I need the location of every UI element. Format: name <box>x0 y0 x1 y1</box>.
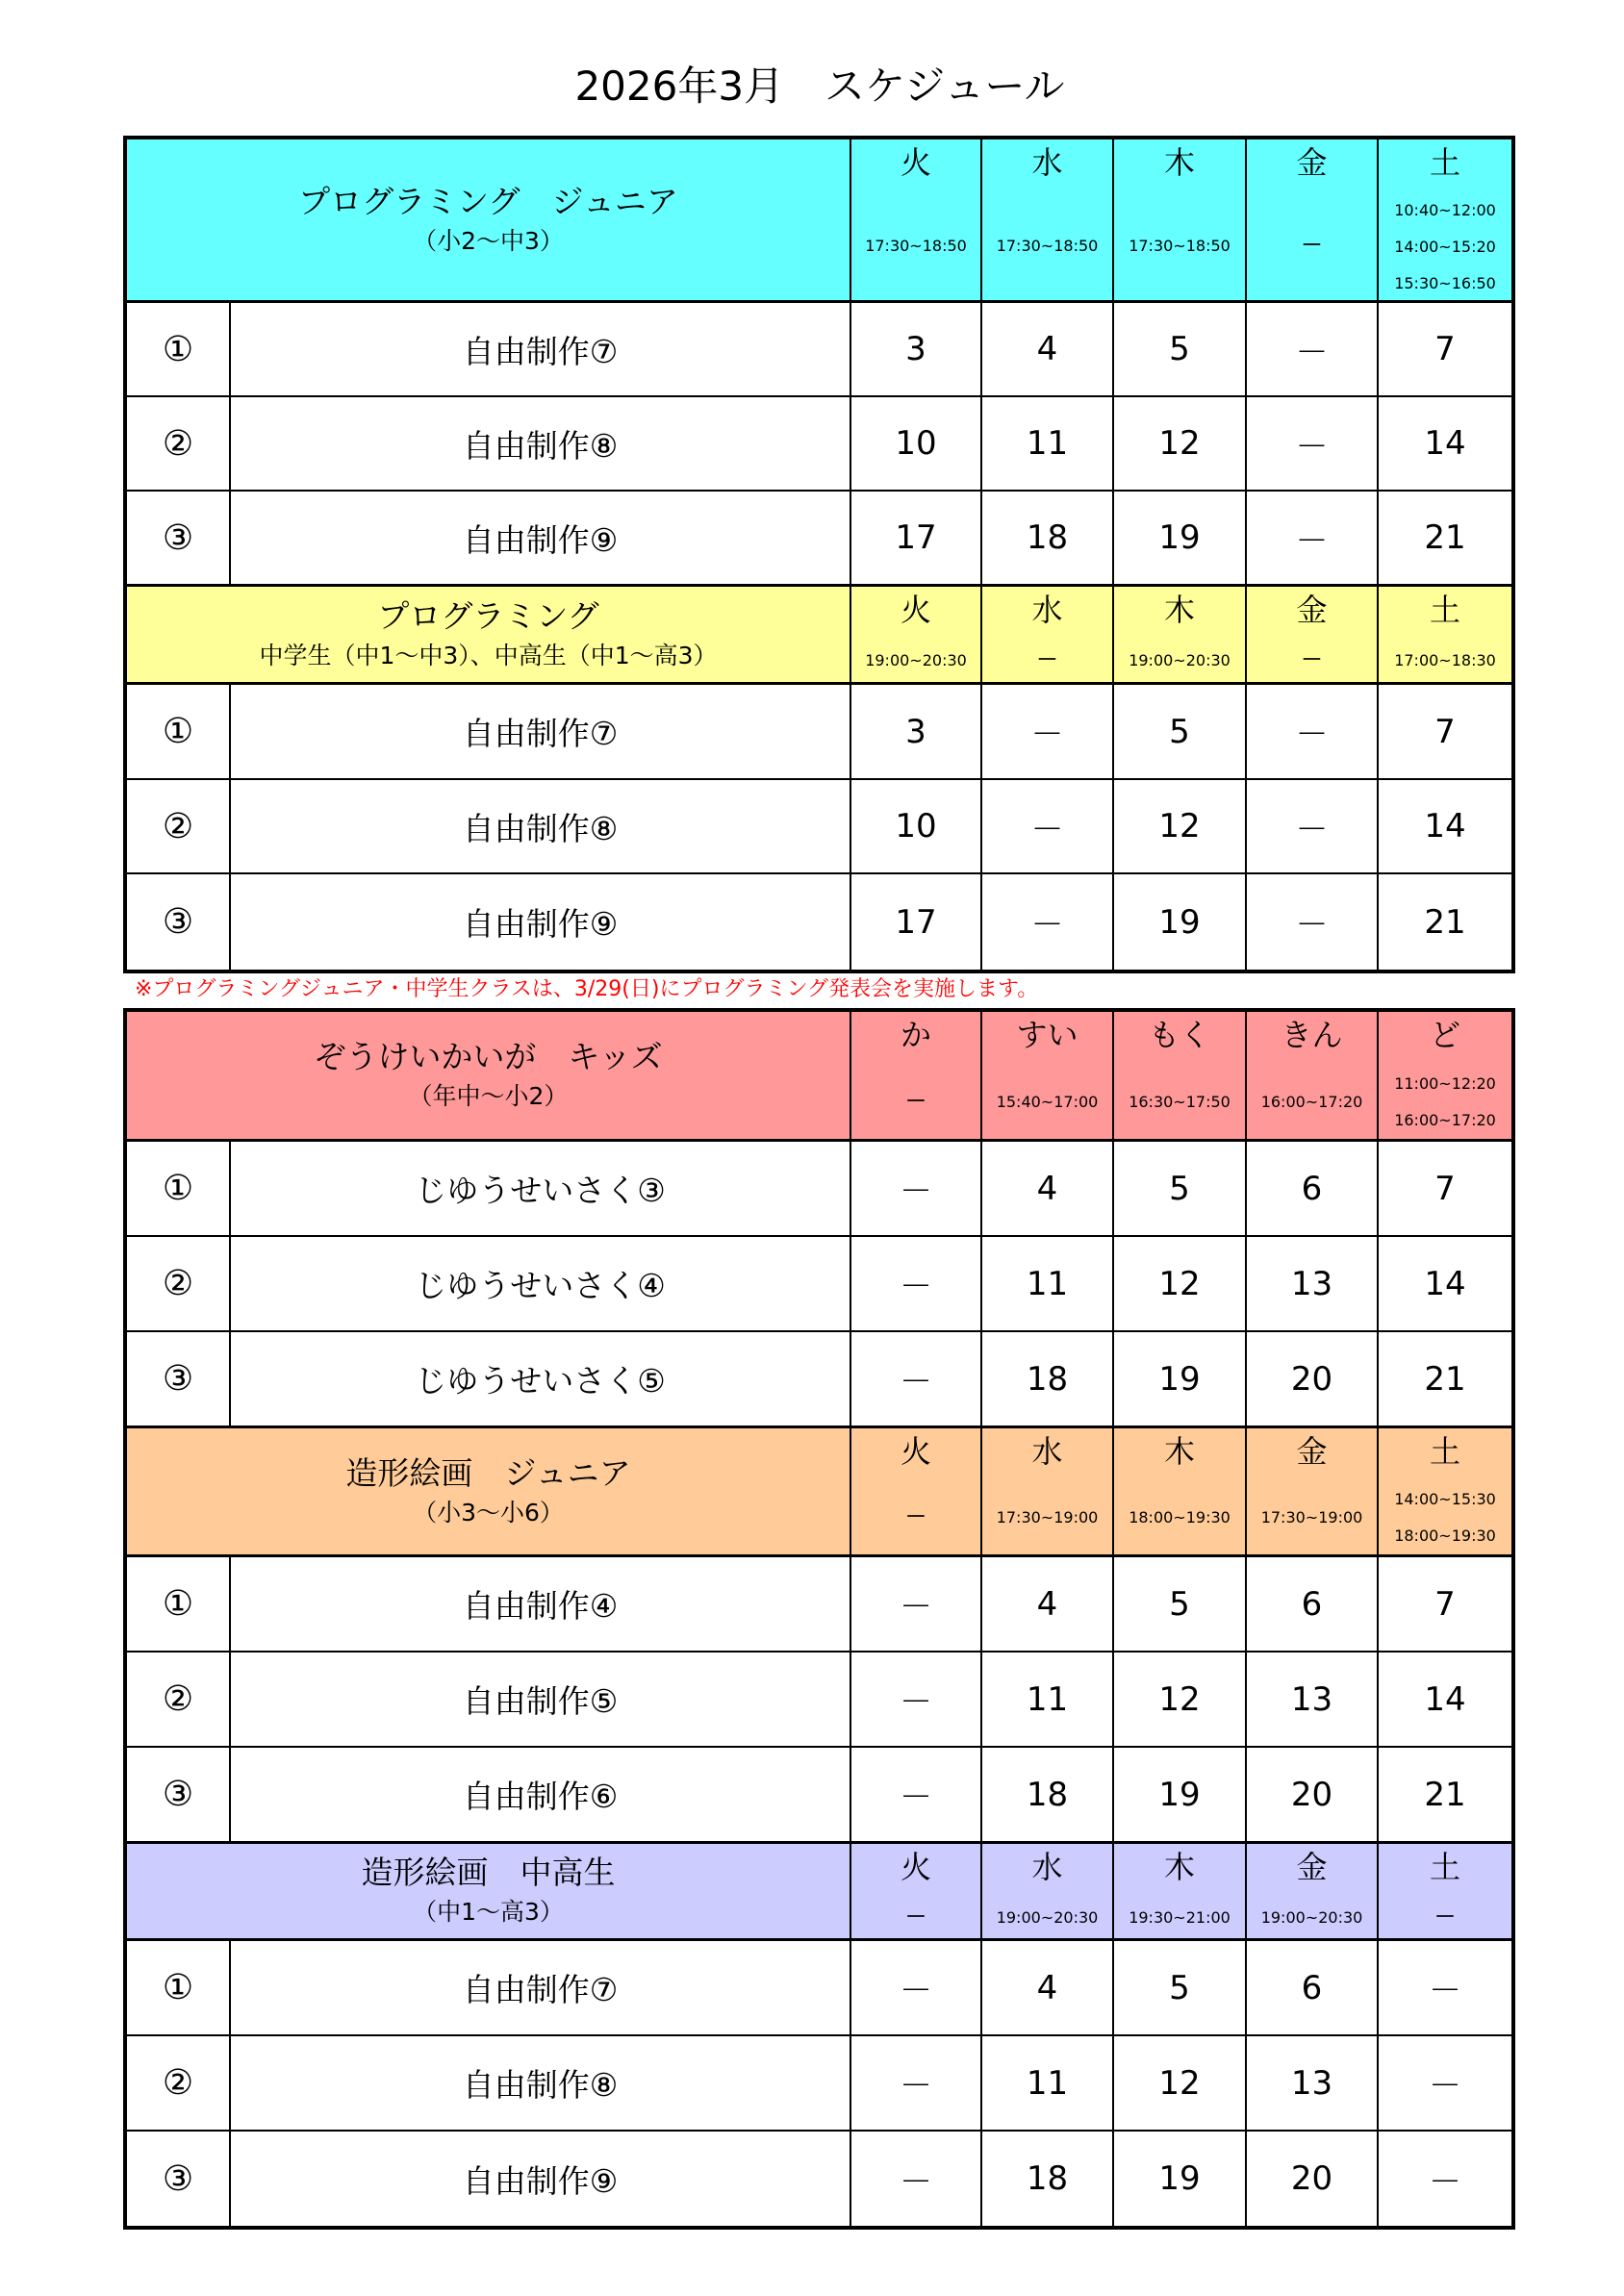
date-cell: 18 <box>982 492 1114 586</box>
date-cell: － <box>1247 685 1379 780</box>
date-cell: － <box>1379 2036 1511 2132</box>
date-cell: 21 <box>1379 1332 1511 1427</box>
time-slot: 19:30~21:00 <box>1129 1907 1231 1927</box>
session-title: 自由制作⑧ <box>231 780 851 874</box>
date-cell: 12 <box>1114 780 1247 874</box>
date-cell: 12 <box>1114 1653 1247 1748</box>
day-header-cell <box>1379 1843 1511 1941</box>
session-title: 自由制作⑨ <box>231 492 851 586</box>
date-cell: 11 <box>982 1653 1114 1748</box>
day-header-cell <box>851 1012 982 1142</box>
session-number: ③ <box>127 492 231 586</box>
no-class-dash: － <box>904 1505 926 1529</box>
date-cell: 12 <box>1114 397 1247 492</box>
no-class-dash: － <box>904 1905 926 1930</box>
session-number: ① <box>127 303 231 397</box>
session-number: ② <box>127 780 231 874</box>
date-cell: － <box>851 2132 982 2226</box>
section-header-cell <box>127 1012 851 1142</box>
day-label: 土 <box>1429 1433 1460 1470</box>
day-label: きん <box>1281 1017 1343 1053</box>
day-header-cell <box>1114 586 1247 685</box>
date-cell: 5 <box>1114 685 1247 780</box>
date-cell: － <box>851 1142 982 1237</box>
day-header-cell <box>1379 1427 1511 1557</box>
day-label: 木 <box>1163 144 1195 181</box>
section-subtitle: （中1～高3） <box>413 1898 564 1926</box>
date-cell: 4 <box>982 1142 1114 1237</box>
date-cell: 13 <box>1247 1653 1379 1748</box>
day-header-cell <box>851 139 982 303</box>
date-cell: 6 <box>1247 1941 1379 2036</box>
day-label: ど <box>1429 1017 1460 1053</box>
date-cell: 13 <box>1247 2036 1379 2132</box>
day-header-cell <box>1379 1012 1511 1142</box>
date-cell: 5 <box>1114 1941 1247 2036</box>
section-title: プログラミング <box>377 596 599 635</box>
day-label: 金 <box>1296 592 1328 628</box>
date-cell: 18 <box>982 1748 1114 1843</box>
date-cell: － <box>851 1557 982 1653</box>
session-number: ② <box>127 2036 231 2132</box>
date-cell: 14 <box>1379 1237 1511 1332</box>
session-number: ③ <box>127 874 231 970</box>
session-title: 自由制作⑧ <box>231 2036 851 2132</box>
time-slot: 19:00~20:30 <box>1260 1907 1363 1927</box>
day-header-cell <box>1247 1427 1379 1557</box>
day-header-cell <box>1379 586 1511 685</box>
time-slot: 16:30~17:50 <box>1129 1092 1231 1111</box>
date-cell: － <box>1247 397 1379 492</box>
session-number: ② <box>127 397 231 492</box>
date-cell: 7 <box>1379 303 1511 397</box>
date-cell: 19 <box>1114 1748 1247 1843</box>
session-number: ③ <box>127 2132 231 2226</box>
time-slot: 17:30~18:50 <box>1129 237 1231 255</box>
time-slot: 19:00~20:30 <box>865 651 967 669</box>
time-slot: 17:00~18:30 <box>1394 651 1496 669</box>
date-cell: － <box>1247 874 1379 970</box>
day-label: 火 <box>900 1849 931 1885</box>
date-cell: 10 <box>851 397 982 492</box>
section-title: 造形絵画 中高生 <box>361 1854 616 1891</box>
session-title: じゆうせいさく③ <box>231 1142 851 1237</box>
section-subtitle: （年中～小2） <box>408 1082 569 1110</box>
date-cell: 10 <box>851 780 982 874</box>
date-cell: 5 <box>1114 1142 1247 1237</box>
time-slot: 16:00~17:20 <box>1260 1092 1363 1111</box>
art-schedule-table <box>123 1008 1515 2230</box>
date-cell: 4 <box>982 303 1114 397</box>
section-header-cell <box>127 139 851 303</box>
date-cell: － <box>1379 1941 1511 2036</box>
date-cell: 5 <box>1114 303 1247 397</box>
time-slot: 19:00~20:30 <box>996 1907 1099 1927</box>
presentation-notice: ※プログラミングジュニア・中学生クラスは、3/29(日)にプログラミング発表会を実施します。 <box>135 977 1039 1001</box>
time-slot: 18:00~19:30 <box>1129 1508 1231 1526</box>
date-cell: 17 <box>851 492 982 586</box>
day-header-cell <box>1114 1843 1247 1941</box>
session-title: 自由制作⑥ <box>231 1748 851 1843</box>
day-header-cell <box>851 1843 982 1941</box>
session-title: 自由制作⑨ <box>231 2132 851 2226</box>
day-label: 土 <box>1429 592 1460 628</box>
no-class-dash: － <box>1434 1905 1456 1930</box>
section-header-cell <box>127 1427 851 1557</box>
section-header-cell <box>127 586 851 685</box>
section-title: プログラミング ジュニア <box>298 182 678 220</box>
day-label: 金 <box>1296 1433 1328 1470</box>
date-cell: － <box>982 874 1114 970</box>
session-number: ② <box>127 1653 231 1748</box>
time-slot: 17:30~18:50 <box>865 237 967 255</box>
date-cell: 11 <box>982 1237 1114 1332</box>
day-header-cell <box>982 1012 1114 1142</box>
session-title: 自由制作⑧ <box>231 397 851 492</box>
date-cell: 6 <box>1247 1142 1379 1237</box>
time-slot: 17:30~18:50 <box>996 237 1099 255</box>
date-cell: － <box>1429 2162 1461 2202</box>
day-label: 木 <box>1163 592 1195 628</box>
day-header-cell <box>982 1843 1114 1941</box>
time-slot: 17:30~19:00 <box>1260 1508 1363 1526</box>
date-cell: － <box>851 1941 982 2036</box>
day-label: もく <box>1148 1017 1210 1053</box>
date-cell: 18 <box>982 1332 1114 1427</box>
no-class-dash: － <box>904 1089 926 1114</box>
time-slot: 16:00~17:20 <box>1394 1110 1496 1129</box>
page-title: 2026年3月 スケジュール <box>574 63 1065 110</box>
date-cell: － <box>851 1653 982 1748</box>
date-cell: 3 <box>851 303 982 397</box>
date-cell: 19 <box>1114 1332 1247 1427</box>
day-header-cell <box>1114 1012 1247 1142</box>
time-slot: 18:00~19:30 <box>1394 1526 1496 1545</box>
day-header-cell <box>851 586 982 685</box>
date-cell: 19 <box>1114 492 1247 586</box>
date-cell: － <box>1247 780 1379 874</box>
date-cell: － <box>1247 303 1379 397</box>
session-title: 自由制作⑦ <box>231 303 851 397</box>
day-header-cell <box>1379 139 1511 303</box>
date-cell: 14 <box>1379 1653 1511 1748</box>
session-number: ① <box>127 1557 231 1653</box>
time-slot: 11:00~12:20 <box>1394 1073 1496 1093</box>
time-slot: 19:00~20:30 <box>1129 651 1231 669</box>
date-cell: 7 <box>1379 1557 1511 1653</box>
date-cell: 5 <box>1114 1557 1247 1653</box>
date-cell: 7 <box>1379 685 1511 780</box>
day-label: 火 <box>900 144 931 181</box>
day-label: 火 <box>900 592 931 628</box>
date-cell: 21 <box>1379 1748 1511 1843</box>
time-slot: 14:00~15:20 <box>1394 238 1496 256</box>
date-cell: 21 <box>1424 902 1466 942</box>
session-title: 自由制作⑦ <box>231 1941 851 2036</box>
date-cell: 17 <box>851 874 982 970</box>
date-cell: 4 <box>982 1941 1114 2036</box>
date-cell: 14 <box>1379 397 1511 492</box>
day-header-cell <box>1114 1427 1247 1557</box>
no-class-dash: － <box>1036 648 1058 672</box>
date-cell: － <box>851 1332 982 1427</box>
session-title: 自由制作⑦ <box>231 685 851 780</box>
day-label: 金 <box>1296 1849 1328 1885</box>
day-label: 金 <box>1296 144 1328 181</box>
day-header-cell <box>1247 586 1379 685</box>
time-slot: 15:30~16:50 <box>1394 274 1496 292</box>
date-cell: 11 <box>982 397 1114 492</box>
date-cell: 14 <box>1379 780 1511 874</box>
no-class-dash: － <box>1301 234 1323 258</box>
day-header-cell <box>982 1427 1114 1557</box>
date-cell: 21 <box>1379 492 1511 586</box>
day-header-cell <box>851 1427 982 1557</box>
section-title: 造形絵画 ジュニア <box>345 1453 631 1492</box>
date-cell: 3 <box>851 685 982 780</box>
date-cell: － <box>851 1237 982 1332</box>
day-label: 木 <box>1163 1849 1195 1885</box>
date-cell: 19 <box>1114 874 1247 970</box>
day-label: 水 <box>1031 1433 1063 1470</box>
session-title: じゆうせいさく④ <box>231 1237 851 1332</box>
day-label: すい <box>1016 1017 1078 1053</box>
date-cell: 18 <box>982 2132 1114 2226</box>
day-label: 水 <box>1031 144 1063 181</box>
session-number: ② <box>127 1237 231 1332</box>
date-cell: 4 <box>982 1557 1114 1653</box>
date-cell: 12 <box>1114 2036 1247 2132</box>
session-number: ① <box>127 685 231 780</box>
time-slot: 15:40~17:00 <box>996 1092 1099 1111</box>
date-cell: 20 <box>1247 2132 1379 2226</box>
day-header-cell <box>1247 139 1379 303</box>
day-header-cell <box>982 139 1114 303</box>
date-cell: 6 <box>1247 1557 1379 1653</box>
section-subtitle: （小2～中3） <box>413 226 564 255</box>
day-label: 木 <box>1163 1433 1195 1470</box>
date-cell: 19 <box>1114 2132 1247 2226</box>
day-header-cell <box>1114 139 1247 303</box>
day-label: 土 <box>1429 144 1460 181</box>
section-title: ぞうけいかいが キッズ <box>314 1038 663 1075</box>
date-cell: － <box>1247 492 1379 586</box>
date-cell: 20 <box>1247 1332 1379 1427</box>
time-slot: 14:00~15:30 <box>1394 1490 1496 1508</box>
day-header-cell <box>982 586 1114 685</box>
date-cell: 20 <box>1247 1748 1379 1843</box>
date-cell: － <box>982 685 1114 780</box>
day-header-cell <box>1247 1012 1379 1142</box>
day-label: 水 <box>1031 592 1063 628</box>
session-number: ① <box>127 1142 231 1237</box>
time-slot: 10:40~12:00 <box>1394 201 1496 219</box>
day-label: 土 <box>1429 1849 1460 1885</box>
session-title: 自由制作⑨ <box>231 874 851 970</box>
section-header-cell <box>127 1843 851 1941</box>
session-number: ③ <box>127 1332 231 1427</box>
session-number: ③ <box>127 1748 231 1843</box>
no-class-dash: － <box>1301 648 1323 672</box>
day-label: か <box>900 1017 931 1053</box>
session-title: じゆうせいさく⑤ <box>231 1332 851 1427</box>
session-title: 自由制作④ <box>231 1557 851 1653</box>
session-title: 自由制作⑤ <box>231 1653 851 1748</box>
date-cell: － <box>851 1748 982 1843</box>
date-cell: 7 <box>1379 1142 1511 1237</box>
date-cell: － <box>851 2036 982 2132</box>
programming-schedule-table <box>123 136 1515 973</box>
time-slot: 17:30~19:00 <box>996 1508 1099 1526</box>
date-cell: 13 <box>1247 1237 1379 1332</box>
day-header-cell <box>1247 1843 1379 1941</box>
date-cell: － <box>982 780 1114 874</box>
session-number: ① <box>127 1941 231 2036</box>
section-subtitle: （小3～小6） <box>413 1498 564 1526</box>
date-cell: 11 <box>982 2036 1114 2132</box>
day-label: 火 <box>900 1433 931 1470</box>
section-subtitle: 中学生（中1～中3）、中高生（中1～高3） <box>259 641 718 669</box>
date-cell: 12 <box>1114 1237 1247 1332</box>
day-label: 水 <box>1031 1849 1063 1885</box>
